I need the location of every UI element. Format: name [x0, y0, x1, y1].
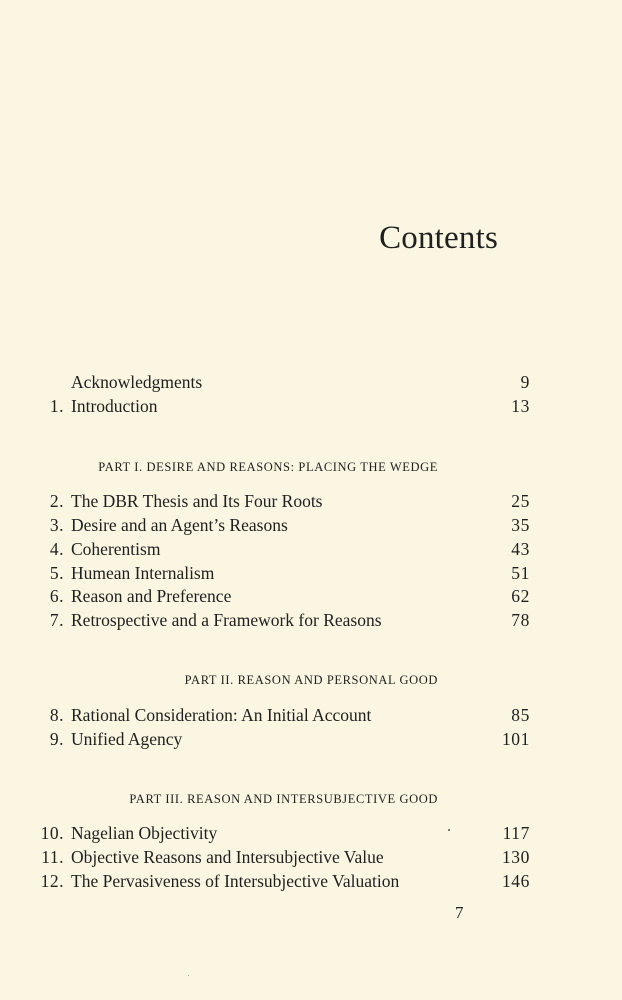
page-number: 85 [511, 705, 530, 725]
chapter-title: Rational Consideration: An Initial Account [71, 705, 372, 725]
chapter-title: Reason and Preference [71, 586, 232, 606]
page-number: 9 [520, 372, 530, 392]
toc-entry [24, 703, 530, 727]
toc-entry [24, 561, 530, 585]
toc-entry [24, 727, 530, 751]
chapter-number: 6. [49, 586, 64, 606]
chapter-title: Introduction [71, 396, 158, 416]
chapter-number: 8. [49, 705, 64, 725]
chapter-number: 10. [40, 823, 64, 843]
page-number: 51 [511, 563, 530, 583]
page-number: 13 [511, 396, 530, 416]
page-number: 101 [501, 729, 530, 749]
page-number: 25 [511, 491, 530, 511]
chapter-title: The Pervasiveness of Intersubjective Valuation [71, 871, 400, 891]
toc-entry [24, 513, 530, 537]
chapter-number: 7. [49, 610, 64, 630]
chapter-title: Desire and an Agent’s Reasons [71, 515, 288, 535]
chapter-number: 4. [49, 539, 64, 559]
chapter-number: 5. [49, 563, 64, 583]
paper-speck [188, 975, 189, 976]
toc-entry [24, 537, 530, 561]
toc-entry [24, 869, 530, 893]
paper-speck [448, 829, 450, 831]
page-number: 35 [511, 515, 530, 535]
toc-entry [24, 845, 530, 869]
part-heading-3: PART III. REASON AND INTERSUBJECTIVE GOOD [129, 792, 438, 806]
toc-entry [24, 584, 530, 608]
chapter-title: Unified Agency [71, 729, 183, 749]
toc-entry [24, 608, 530, 632]
folio-page-number: 7 [455, 903, 464, 922]
chapter-title: Nagelian Objectivity [71, 823, 218, 843]
chapter-title: Humean Internalism [71, 563, 215, 583]
chapter-number: 12. [40, 871, 64, 891]
chapter-number: 11. [41, 847, 64, 867]
chapter-number: 9. [49, 729, 64, 749]
page-number: 62 [511, 586, 530, 606]
chapter-number: 3. [49, 515, 64, 535]
page-number: 146 [501, 871, 530, 891]
chapter-title: Acknowledgments [71, 372, 203, 392]
chapter-title: Coherentism [71, 539, 161, 559]
chapter-number: 1. [49, 396, 64, 416]
page-number: 43 [511, 539, 530, 559]
part-heading-2: PART II. REASON AND PERSONAL GOOD [184, 673, 438, 687]
page-number: 117 [502, 823, 530, 843]
toc-entry [24, 821, 530, 845]
chapter-number: 2. [49, 491, 64, 511]
part-heading-1: PART I. DESIRE AND REASONS: PLACING THE WEDGE [98, 460, 438, 474]
page-number: 78 [511, 610, 530, 630]
toc-entry [24, 489, 530, 513]
page-number: 130 [501, 847, 530, 867]
chapter-title: The DBR Thesis and Its Four Roots [71, 491, 323, 511]
toc-entry-introduction [24, 394, 530, 418]
chapter-title: Retrospective and a Framework for Reasons [71, 610, 382, 630]
chapter-title: Objective Reasons and Intersubjective Value [71, 847, 384, 867]
toc-entry-acknowledgments [24, 370, 530, 394]
page-title: Contents [379, 220, 498, 256]
